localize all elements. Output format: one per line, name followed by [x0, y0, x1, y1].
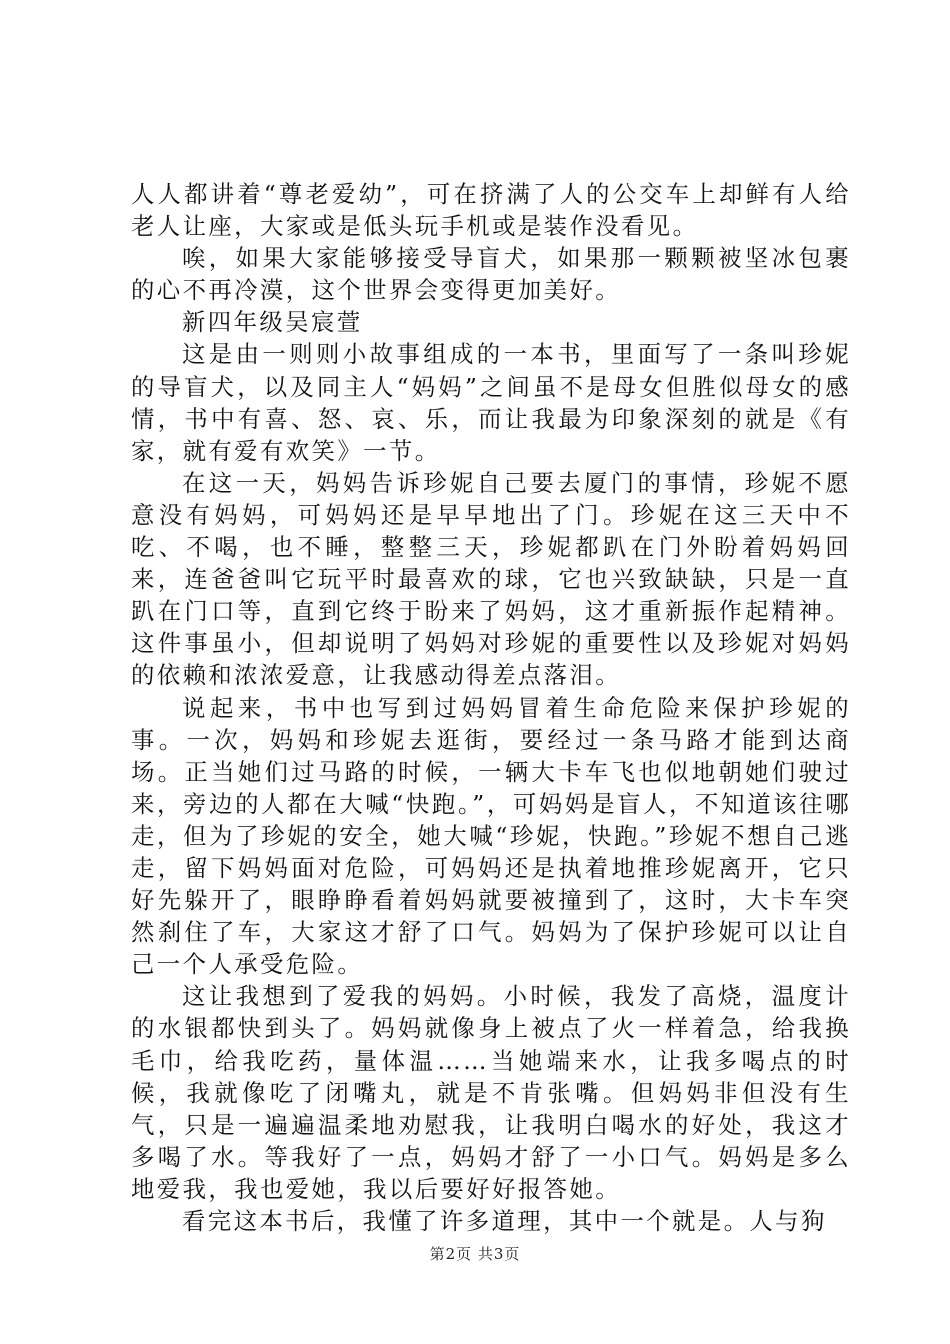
paragraph: 唉，如果大家能够接受导盲犬，如果那一颗颗被坚冰包裹的心不再冷漠，这个世界会变得更加美好。: [131, 244, 851, 305]
author-line: 新四年级吴宸萱: [182, 308, 363, 337]
paragraph: 看完这本书后，我懂了许多道理，其中一个就是。人与狗: [182, 1207, 827, 1235]
document-body: [131, 178, 851, 1237]
paragraph: 这让我想到了爱我的妈妈。小时候，我发了高烧，温度计的水银都快到头了。妈妈就像身上被点了火一样着急，给我换毛巾，给我吃药，量体温……当她端来水，让我多喝点的时候，我就像吃了闭嘴丸，就是不肯张嘴。但妈妈非但没有生气，只是一遍遍温柔地劝慰我，让我明白喝水的好处，我这才多喝了水。等我好了一点，妈妈才舒了一小口气。妈妈是多么地爱我，我也爱她，我以后要好好报答她。: [131, 982, 851, 1203]
paragraph: 这是由一则则小故事组成的一本书，里面写了一条叫珍妮的导盲犬，以及同主人“妈妈”之间虽不是母女但胜似母女的感情，书中有喜、怒、哀、乐，而让我最为印象深刻的就是《有家，就有爱有欢笑》一节。: [131, 340, 851, 465]
paragraph: 人人都讲着“尊老爱幼”，可在挤满了人的公交车上却鲜有人给老人让座，大家或是低头玩手机或是装作没看见。: [131, 180, 851, 241]
paragraph: 说起来，书中也写到过妈妈冒着生命危险来保护珍妮的事。一次，妈妈和珍妮去逛街，要经过一条马路才能到达商场。正当她们过马路的时候，一辆大卡车飞也似地朝她们驶过来，旁边的人都在大喊“快跑。”，可妈妈是盲人，不知道该往哪走，但为了珍妮的安全，她大喊“珍妮，快跑。”珍妮不想自己逃走，留下妈妈面对危险，可妈妈还是执着地推珍妮离开，它只好先躲开了，眼睁睁看着妈妈就要被撞到了，这时，大卡车突然刹住了车，大家这才舒了口气。妈妈为了保护珍妮可以让自己一个人承受危险。: [131, 693, 851, 979]
page-footer: 第2页 共3页: [429, 1245, 521, 1263]
paragraph: 在这一天，妈妈告诉珍妮自己要去厦门的事情，珍妮不愿意没有妈妈，可妈妈还是早早地出了门。珍妮在这三天中不吃、不喝，也不睡，整整三天，珍妮都趴在门外盼着妈妈回来，连爸爸叫它玩平时最喜欢的球，它也兴致缺缺，只是一直趴在门口等，直到它终于盼来了妈妈，这才重新振作起精神。这件事虽小，但却说明了妈妈对珍妮的重要性以及珍妮对妈妈的依赖和浓浓爱意，让我感动得差点落泪。: [131, 468, 851, 690]
